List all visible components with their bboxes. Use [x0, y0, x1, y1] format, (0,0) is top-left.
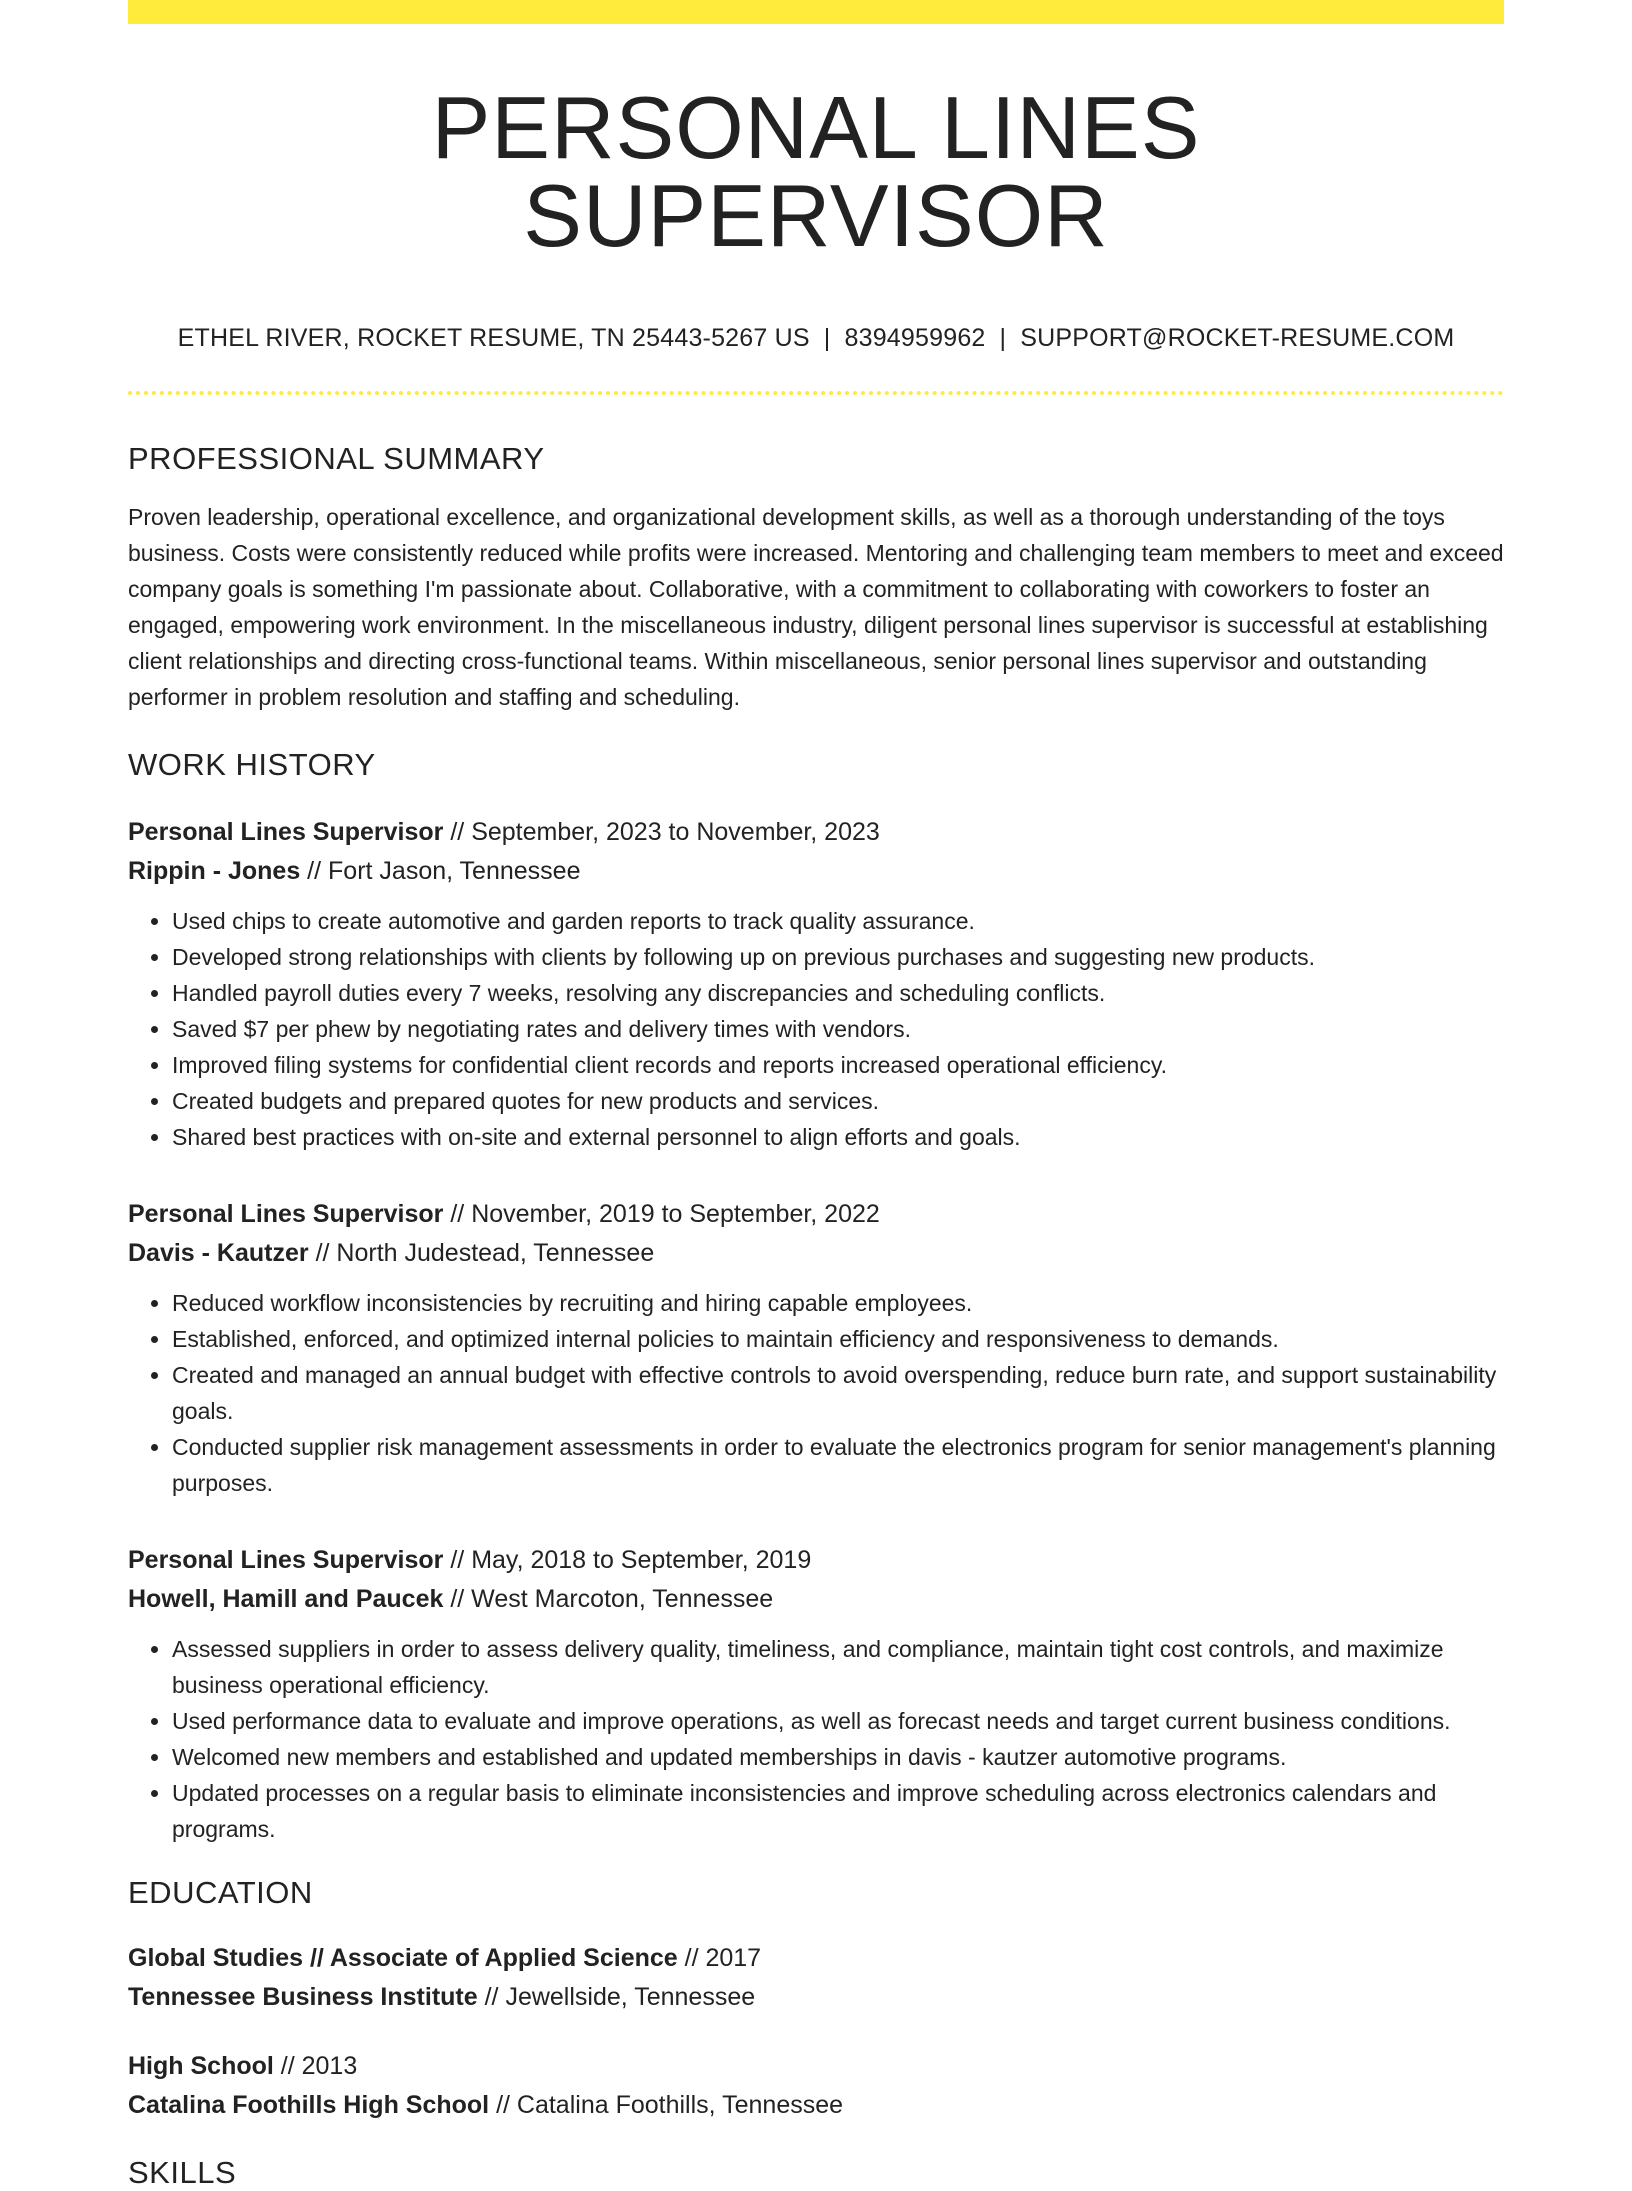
education-degree: Global Studies // Associate of Applied Science: [128, 1944, 678, 1972]
job-location: // North Judestead, Tennessee: [308, 1239, 655, 1267]
job-dates: // November, 2019 to September, 2022: [443, 1200, 880, 1228]
job-company: Davis - Kautzer: [128, 1239, 309, 1267]
education-school: Tennessee Business Institute: [128, 1983, 478, 2011]
education-school: Catalina Foothills High School: [128, 2091, 490, 2119]
job-location: // West Marcoton, Tennessee: [443, 1585, 774, 1613]
education-location: // Jewellside, Tennessee: [477, 1983, 756, 2011]
contact-address: ETHEL RIVER, ROCKET RESUME, TN 25443-5267 US: [177, 324, 810, 352]
job-company-line: [128, 1234, 1504, 1273]
job-bullet: • Used chips to create automotive and garden reports to track quality assurance.: [172, 903, 1504, 939]
education-school-line: [128, 1978, 1504, 2017]
work-history-heading: WORK HISTORY: [128, 747, 376, 782]
job-company: Howell, Hamill and Paucek: [128, 1585, 444, 1613]
contact-email: SUPPORT@ROCKET-RESUME.COM: [1020, 324, 1455, 352]
job-bullet: • Created budgets and prepared quotes for new products and services.: [172, 1083, 1504, 1119]
job-title-line: [128, 813, 1504, 852]
summary-text: Proven leadership, operational excellence, and organizational development skills, as well as a thorough understanding of the toys business. Costs were consistently reduced while profits were increased. Mentoring and challenging team members to meet and exceed company goals is something I'm passionate about. Collaborative, with a commitment to collaborating with coworkers to foster an engaged, empowering work environment. In the miscellaneous industry, diligent personal lines supervisor is successful at establishing client relationships and directing cross-functional teams. Within miscellaneous, senior personal lines supervisor and outstanding performer in problem resolution and staffing and scheduling.: [128, 504, 1504, 710]
job-bullet: • Updated processes on a regular basis to eliminate inconsistencies and improve scheduling across electronics calendars and programs.: [172, 1775, 1504, 1847]
skills-heading: SKILLS: [128, 2155, 237, 2190]
job-bullet: • Saved $7 per phew by negotiating rates and delivery times with vendors.: [172, 1011, 1504, 1047]
job-dates: // September, 2023 to November, 2023: [443, 818, 880, 846]
job-bullets: [128, 1631, 1504, 1847]
job-bullet: • Conducted supplier risk management assessments in order to evaluate the electronics program for senior management's planning purposes.: [172, 1429, 1504, 1501]
education-degree-line: [128, 1939, 1504, 1978]
job-dates: // May, 2018 to September, 2019: [443, 1546, 812, 1574]
job-entry: [128, 1195, 1504, 1501]
job-bullet: • Improved filing systems for confidential client records and reports increased operational efficiency.: [172, 1047, 1504, 1083]
job-bullet: • Reduced workflow inconsistencies by recruiting and hiring capable employees.: [172, 1285, 1504, 1321]
job-bullets: [128, 903, 1504, 1155]
education-degree: High School: [128, 2052, 274, 2080]
education-year: // 2017: [677, 1944, 762, 1972]
job-role: Personal Lines Supervisor: [128, 1200, 444, 1228]
resume-name: PERSONAL LINES SUPERVISOR: [431, 78, 1201, 265]
job-location: // Fort Jason, Tennessee: [300, 857, 581, 885]
job-bullet: • Welcomed new members and established and updated memberships in davis - kautzer automotive programs.: [172, 1739, 1504, 1775]
job-entry: [128, 1541, 1504, 1847]
job-role: Personal Lines Supervisor: [128, 1546, 444, 1574]
job-bullet: • Established, enforced, and optimized internal policies to maintain efficiency and responsiveness to demands.: [172, 1321, 1504, 1357]
job-bullet: • Shared best practices with on-site and external personnel to align efforts and goals.: [172, 1119, 1504, 1155]
resume-page: [128, 0, 1504, 2191]
education-location: // Catalina Foothills, Tennessee: [489, 2091, 844, 2119]
job-title-line: [128, 1195, 1504, 1234]
dotted-divider: [128, 391, 1504, 395]
education-entry: [128, 2047, 1504, 2125]
job-entry: [128, 813, 1504, 1155]
contact-line: [128, 324, 1504, 353]
job-title-line: [128, 1541, 1504, 1580]
job-role: Personal Lines Supervisor: [128, 818, 444, 846]
education-heading: EDUCATION: [128, 1875, 313, 1910]
job-bullets: [128, 1285, 1504, 1501]
job-bullet: • Assessed suppliers in order to assess delivery quality, timeliness, and compliance, maintain tight cost controls, and maximize business operational efficiency.: [172, 1631, 1504, 1703]
job-bullet: • Used performance data to evaluate and improve operations, as well as forecast needs and target current business conditions.: [172, 1703, 1504, 1739]
job-company-line: [128, 852, 1504, 891]
education-year: // 2013: [273, 2052, 358, 2080]
job-bullet: • Developed strong relationships with clients by following up on previous purchases and suggesting new products.: [172, 939, 1504, 975]
job-bullet: • Handled payroll duties every 7 weeks, resolving any discrepancies and scheduling conflicts.: [172, 975, 1504, 1011]
job-bullet: • Created and managed an annual budget with effective controls to avoid overspending, reduce burn rate, and support sustainability goals.: [172, 1357, 1504, 1429]
contact-separator: |: [999, 324, 1007, 352]
accent-top-bar: [128, 0, 1504, 24]
contact-separator: |: [823, 324, 831, 352]
education-degree-line: [128, 2047, 1504, 2086]
education-school-line: [128, 2086, 1504, 2125]
education-entry: [128, 1939, 1504, 2017]
job-company-line: [128, 1580, 1504, 1619]
contact-phone: 8394959962: [844, 324, 986, 352]
summary-heading: PROFESSIONAL SUMMARY: [128, 441, 545, 476]
job-company: Rippin - Jones: [128, 857, 301, 885]
